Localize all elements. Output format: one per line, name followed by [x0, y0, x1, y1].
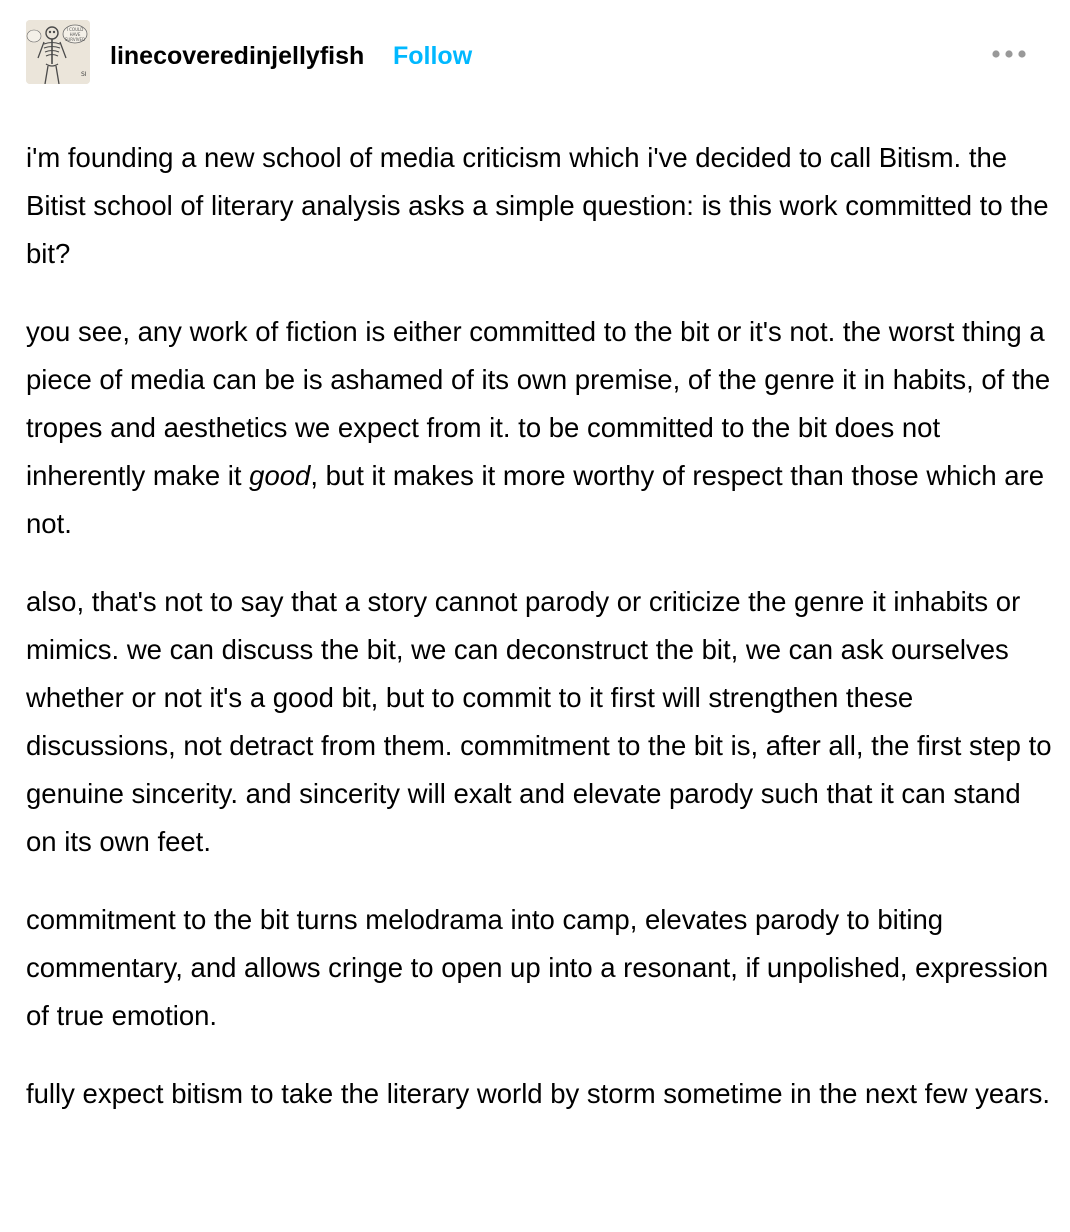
- ellipsis-icon: [990, 42, 1030, 66]
- avatar[interactable]: [26, 20, 90, 84]
- emphasized-text: good: [249, 460, 311, 491]
- username-link[interactable]: linecoveredinjellyfish: [110, 42, 365, 70]
- post-body: [26, 134, 1056, 1148]
- paragraph-text: , but it makes it more worthy of respect than those which are not.: [26, 460, 1045, 539]
- follow-button[interactable]: Follow: [393, 42, 473, 70]
- paragraph-text: you see, any work of fiction is either committed to the bit or it's not. the worst thing a piece of media can be is ashamed of its own premise, of the genre it in habits, of the tropes and aesthetics we expect from it. to be committed to the bit does not inherently make it: [26, 316, 1051, 491]
- more-options-button[interactable]: [990, 42, 1030, 66]
- post-header: [26, 20, 1046, 86]
- post-paragraph: i'm founding a new school of media criticism which i've decided to call Bitism. the Bitist school of literary analysis asks a simple question: is this work committed to the bit?: [26, 142, 1049, 269]
- post-paragraph: also, that's not to say that a story cannot parody or criticize the genre it inhabits or mimics. we can discuss the bit, we can deconstruct the bit, we can ask ourselves whether or not it's a good bit, but to commit to it first will strengthen these discussions, not detract from them. commitment to the bit is, after all, the first step to genuine sincerity. and sincerity will exalt and elevate parody such that it can stand on its own feet.: [26, 586, 1052, 857]
- svg-text:HAVE: HAVE: [69, 32, 81, 37]
- skeleton-avatar-icon: [26, 20, 90, 84]
- svg-text:SI: SI: [81, 71, 87, 78]
- post-paragraph: fully expect bitism to take the literary world by storm sometime in the next few years.: [26, 1078, 1050, 1109]
- post-paragraph: commitment to the bit turns melodrama into camp, elevates parody to biting commentary, and allows cringe to open up into a resonant, if unpolished, expression of true emotion.: [26, 904, 1049, 1031]
- svg-text:I COULD: I COULD: [66, 27, 84, 32]
- post-paragraph: [26, 308, 1056, 548]
- svg-text:SURVIVED: SURVIVED: [64, 37, 86, 42]
